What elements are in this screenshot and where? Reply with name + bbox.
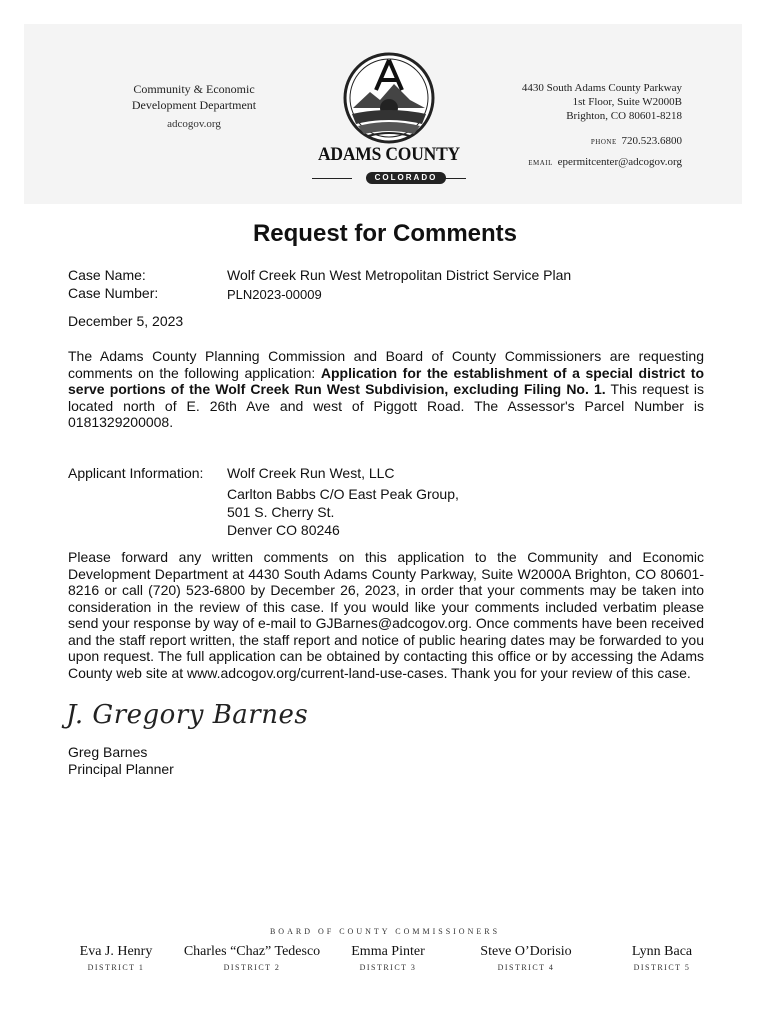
signature-image: J. Gregory Barnes	[66, 700, 309, 730]
letterhead	[24, 24, 742, 204]
email-address[interactable]: epermitcenter@adcogov.org	[557, 156, 682, 168]
state-badge: COLORADO	[366, 172, 446, 184]
intro-lead: The Adams County Planning Commission and Board of County Commissioners are requesting comments on the following application:	[68, 348, 704, 381]
signer-name: Greg Barnes	[68, 744, 148, 760]
department-name-line2: Development Department	[131, 98, 257, 112]
intro-application-bold: Application for the establishment of a special district to serve portions of the Wolf Creek Run West Subdivision, excluding Filing No. 1.	[68, 364, 704, 397]
address-block	[522, 81, 682, 173]
signer-title: Principal Planner	[68, 761, 174, 777]
applicant-label: Applicant Information:	[68, 465, 204, 481]
case-name-value: Wolf Creek Run West Metropolitan District Service Plan	[227, 267, 572, 283]
signer-block	[68, 744, 174, 778]
commissioner-name: Charles “Chaz” Tedesco	[183, 944, 321, 959]
commissioner-3	[338, 944, 438, 972]
address-line1: 4430 South Adams County Parkway	[521, 82, 682, 94]
case-number-label: Case Number:	[68, 285, 159, 301]
commissioner-name: Eva J. Henry	[79, 944, 153, 959]
commissioner-district: DISTRICT 1	[87, 963, 145, 972]
commissioner-name: Emma Pinter	[351, 944, 425, 959]
page-title: Request for Comments	[252, 220, 518, 247]
department-website[interactable]: adcogov.org	[167, 118, 221, 130]
address-line3: Brighton, CO 80601-8218	[566, 110, 682, 122]
commissioner-name: Steve O’Dorisio	[480, 944, 572, 959]
applicant-line2: Carlton Babbs C/O East Peak Group,	[227, 486, 459, 502]
commissioner-district: DISTRICT 2	[223, 963, 281, 972]
phone-row	[522, 131, 682, 152]
logo-rule-left	[312, 178, 352, 179]
department-name-line1: Community & Economic	[133, 82, 255, 96]
adams-county-logo	[298, 50, 480, 190]
commissioner-district: DISTRICT 5	[633, 963, 691, 972]
intro-tail: This request is located north of E. 26th Ave and west of Piggott Road. The Assessor's Parcel Number is 0181329200008.	[68, 381, 704, 430]
letter-date: December 5, 2023	[68, 313, 184, 329]
board-title: BOARD OF COUNTY COMMISSIONERS	[269, 927, 501, 936]
phone-number[interactable]: 720.523.6800	[621, 135, 682, 147]
email-row	[522, 152, 682, 173]
email-label: EMAIL	[528, 159, 553, 167]
applicant-line1: Wolf Creek Run West, LLC	[227, 465, 395, 481]
county-seal-icon	[298, 50, 480, 146]
applicant-line3: 501 S. Cherry St.	[227, 504, 335, 520]
request-paragraph: Please forward any written comments on this application to the Community and Economic Development Department at 4430 South Adams County Parkway, Suite W2000A Brighton, CO 80601-8216 or call (720) 523-6800 by December 26, 2023, in order that your comments may be taken into consideration in the review of this case. If you would like your comments included verbatim please send your response by way of e-mail to GJBarnes@adcogov.org. Once comments have been received and the staff report written, the staff report and notice of public hearing dates may be forwarded to you upon request. The full application can be obtained by contacting this office or by accessing the Adams County web site at www.adcogov.org/current-land-use-cases. Thank you for your review of this case.	[68, 549, 704, 681]
address-line2: 1st Floor, Suite W2000B	[572, 96, 682, 108]
phone-label: PHONE	[590, 138, 617, 146]
commissioner-district: DISTRICT 3	[359, 963, 417, 972]
applicant-line4: Denver CO 80246	[227, 522, 340, 538]
intro-paragraph	[68, 348, 704, 431]
commissioner-name: Lynn Baca	[631, 944, 693, 959]
case-name-label: Case Name:	[68, 267, 146, 283]
commissioner-2	[180, 944, 324, 972]
commissioner-1	[66, 944, 166, 972]
commissioner-5	[612, 944, 712, 972]
case-number-value: PLN2023-00009	[227, 287, 322, 302]
commissioner-district: DISTRICT 4	[497, 963, 555, 972]
county-name: ADAMS COUNTY	[317, 144, 460, 165]
commissioner-4	[466, 944, 586, 972]
